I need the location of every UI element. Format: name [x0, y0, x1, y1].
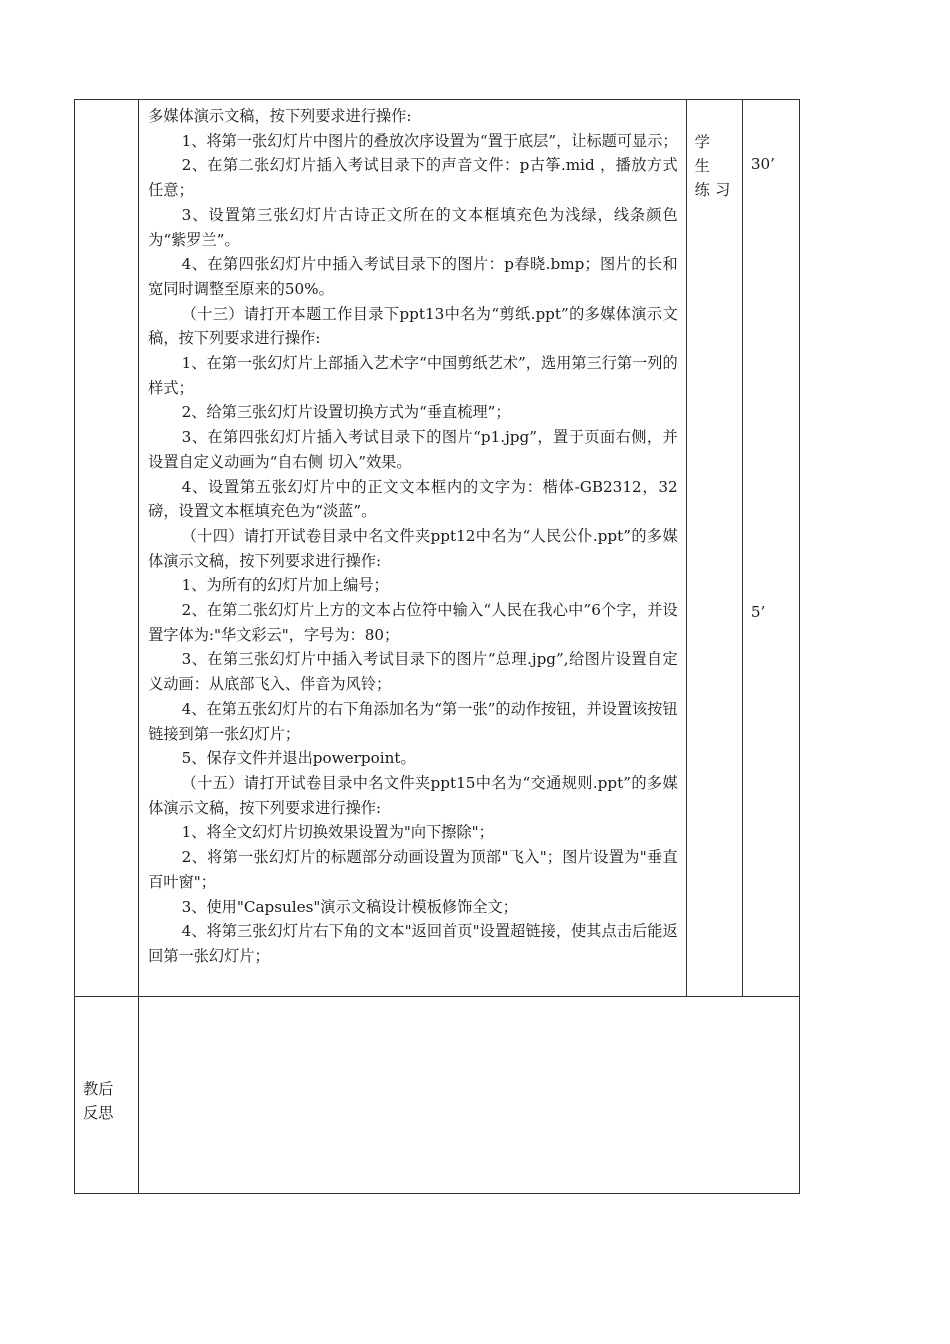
paragraph: 4、在第五张幻灯片的右下角添加名为“第一张”的动作按钮，并设置该按钮链接到第一张幻灯片； — [148, 699, 678, 743]
exercise-row — [75, 100, 800, 997]
section-heading: （十四）请打开试卷目录中名文件夹ppt12中名为“人民公仆.ppt”的多媒体演示文稿，按下列要求进行操作: — [148, 526, 678, 570]
reflection-label-line: 反思 — [83, 1104, 114, 1122]
method-label-line: 学 生 — [694, 133, 716, 175]
reflection-content-cell — [139, 997, 800, 1194]
paragraph: 3、在第三张幻灯片中插入考试目录下的图片“总理.jpg”,给图片设置自定义动画：从底部飞入、伴音为风铃； — [148, 650, 678, 694]
paragraph: 5、保存文件并退出powerpoint。 — [181, 749, 416, 768]
paragraph: 1、将第一张幻灯片中图片的叠放次序设置为“置于底层”，让标题可显示； — [181, 131, 678, 150]
paragraph: 4、在第四张幻灯片中插入考试目录下的图片：p春晓.bmp；图片的长和宽同时调整至原来的50%。 — [148, 255, 678, 298]
paragraph: 2、给第三张幻灯片设置切换方式为“垂直梳理”； — [181, 403, 511, 422]
paragraph: 3、在第四张幻灯片插入考试目录下的图片“p1.jpg”，置于页面右侧，并设置自定义动画为“自右侧 切入”效果。 — [148, 428, 678, 471]
paragraph: 3、使用"Capsules"演示文稿设计模板修饰全文； — [181, 897, 518, 916]
method-label-line: 练习 — [694, 181, 736, 199]
time-value: 30’ — [750, 155, 775, 173]
paragraph: 2、在第二张幻灯片上方的文本占位符中输入“人民在我心中”6个字，并设置字体为:"华文彩云"，字号为：80； — [148, 601, 678, 644]
paragraph: 1、在第一张幻灯片上部插入艺术字“中国剪纸艺术”，选用第三行第一列的样式； — [148, 354, 678, 397]
paragraph: 4、将第三张幻灯片右下角的文本"返回首页"设置超链接，使其点击后能返回第一张幻灯片； — [148, 922, 678, 965]
lesson-table — [74, 99, 800, 1194]
paragraph: 1、将全文幻灯片切换效果设置为"向下擦除"； — [181, 823, 494, 842]
reflection-row — [75, 997, 800, 1194]
paragraph: 1、为所有的幻灯片加上编号； — [181, 576, 389, 595]
time-cell — [742, 100, 799, 997]
paragraph: 2、在第二张幻灯片插入考试目录下的声音文件：p古筝.mid ，播放方式任意； — [148, 156, 678, 200]
paragraph: 3、设置第三张幻灯片古诗正文所在的文本框填充色为浅绿，线条颜色为“紫罗兰”。 — [148, 205, 678, 249]
content-cell — [139, 100, 687, 997]
section-heading: （十五）请打开试卷目录中名文件夹ppt15中名为“交通规则.ppt”的多媒体演示文稿，按下列要求进行操作: — [148, 773, 678, 817]
reflection-label-cell — [75, 997, 139, 1194]
paragraph: 4、设置第五张幻灯片中的正文文本框内的文字为：楷体-GB2312，32磅，设置文本框填充色为“淡蓝”。 — [148, 477, 678, 521]
reflection-label-line: 教后 — [83, 1080, 114, 1098]
section-heading: （十三）请打开本题工作目录下ppt13中名为“剪纸.ppt”的多媒体演示文稿，按下列要求进行操作: — [148, 304, 678, 348]
empty-label-cell — [75, 100, 139, 997]
paragraph: 多媒体演示文稿，按下列要求进行操作: — [148, 107, 412, 125]
paragraph: 2、将第一张幻灯片的标题部分动画设置为顶部"飞入"；图片设置为"垂直百叶窗"； — [148, 848, 678, 891]
method-cell — [686, 100, 742, 997]
time-value: 5’ — [750, 603, 766, 621]
